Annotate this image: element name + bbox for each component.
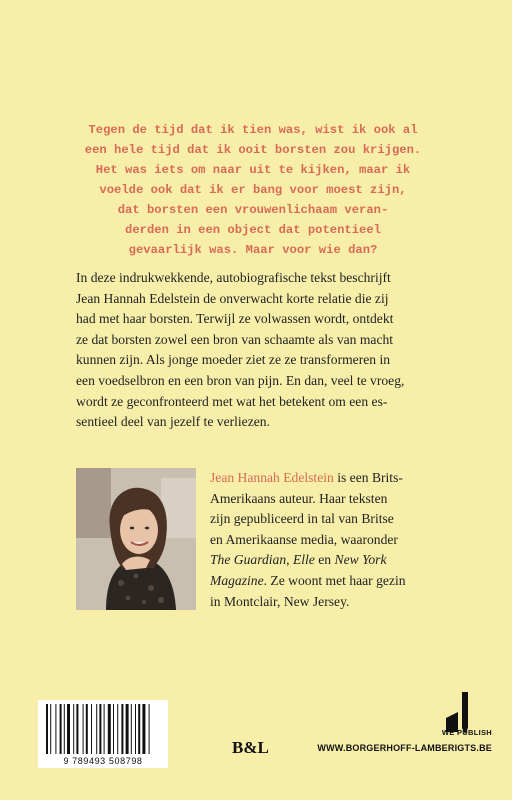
quote-line: een hele tijd dat ik ooit borsten zou krijgen. [84,143,422,157]
blurb-line: wordt ze geconfronteerd met wat het betekent om een es- [76,393,388,409]
author-portrait-illustration [76,468,196,610]
bio-text: is een Brits- [333,470,403,485]
bio-line [210,468,460,489]
bio-line [210,550,460,571]
blurb-line: een voedselbron en een bron van pijn. En dan, veel te vroeg, [76,372,405,388]
publication-title: The Guardian [210,552,287,568]
publisher-info [317,728,492,753]
bio-text: , [286,552,293,568]
bio-line: in Montclair, New Jersey. [210,593,350,609]
publisher-url[interactable]: WWW.BORGERHOFF-LAMBERIGTS.BE [317,743,492,753]
publisher-logo: B&L [232,738,269,757]
publication-title: New York [334,552,387,568]
blurb-line: Jean Hannah Edelstein de onverwacht korte relatie die zij [76,290,389,306]
bio-line: zijn gepubliceerd in tal van Britse [210,511,394,527]
quote-line: dat borsten een vrouwenlichaam veran- [117,203,389,217]
author-bio [210,468,460,612]
bio-line [210,571,460,592]
isbn-number: 9 789493 508798 [63,756,143,766]
publication-title: Elle [292,552,315,568]
blurb-line: had met haar borsten. Terwijl ze volwassen wordt, ontdekt [76,311,394,327]
barcode [38,700,168,768]
quote-line: voelde ook dat ik er bang voor moest zijn, [99,183,407,197]
quote-line: derden in een object dat potentieel [125,223,381,237]
author-name: Jean Hannah Edelstein [210,470,334,485]
quote-line: gevaarlijk was. Maar voor wie dan? [128,243,378,257]
blurb-line: sentieel deel van jezelf te verliezen. [76,414,270,430]
publication-title: Magazine [210,572,264,588]
publisher-tagline: WE PUBLISH [441,728,492,737]
author-photo [76,468,196,610]
bio-text: en [314,552,335,568]
blurb-line: ze dat borsten zowel een bron van schaamte als van macht [76,331,394,347]
pull-quote [78,120,428,260]
blurb-line: In deze indrukwekkende, autobiografische tekst beschrijft [76,270,391,285]
blurb-line: kunnen zijn. Als jonge moeder ziet ze ze transformeren in [76,352,391,368]
bio-line: en Amerikaanse media, waaronder [210,531,398,547]
bio-text: . Ze woont met haar gezin [263,572,406,588]
blurb [76,268,456,433]
barcode-bars-icon [44,704,162,754]
quote-line: Het was iets om naar uit te kijken, maar ik [95,163,411,177]
bio-line: Amerikaans auteur. Haar teksten [210,490,388,506]
quote-line: Tegen de tijd dat ik tien was, wist ik ook al [88,123,418,137]
